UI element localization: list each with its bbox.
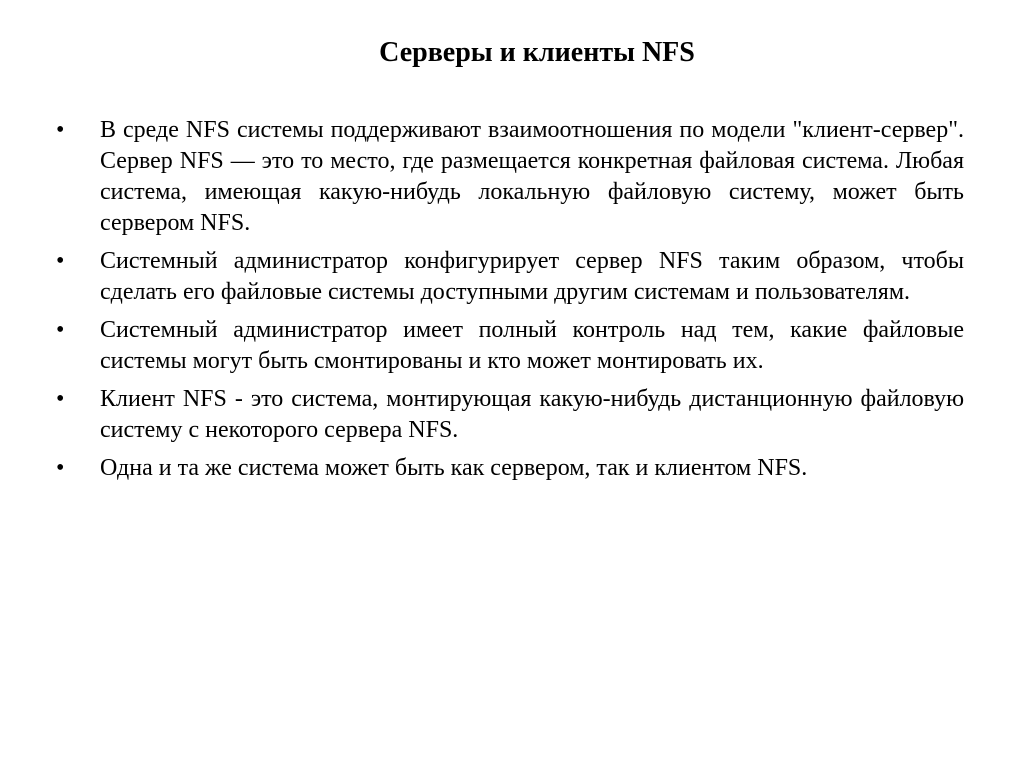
bullet-item-5 [56,453,964,484]
bullet-text: Одна и та же система может быть как сервером, так и клиентом NFS. [100,455,808,481]
bullet-icon: • [56,317,65,343]
bullet-item-1 [56,115,964,239]
slide-title: Серверы и клиенты NFS [379,37,695,68]
bullet-icon: • [56,455,65,481]
bullet-text: Системный администратор конфигурирует сервер NFS таким образом, чтобы сделать его файловые системы доступными другим системам и пользователям. [100,248,964,305]
bullet-icon: • [56,117,65,143]
bullet-icon: • [56,386,65,412]
bullet-text: Системный администратор имеет полный контроль над тем, какие файловые системы могут быть смонтированы и кто может монтировать их. [100,317,964,374]
bullet-text: В среде NFS системы поддерживают взаимоотношения по модели "клиент-сервер". Сервер NFS — это то место, где размещается конкретная файловая система. Любая система, имеющая какую-нибудь локальную файловую систему, может быть сервером NFS. [100,117,964,236]
bullet-item-2 [56,246,964,308]
bullet-item-4 [56,384,964,446]
bullet-text: Клиент NFS - это система, монтирующая какую-нибудь дистанционную файловую систему с некоторого сервера NFS. [100,386,964,443]
bullet-item-3 [56,315,964,377]
bullet-icon: • [56,248,65,274]
bullet-list [56,115,964,491]
